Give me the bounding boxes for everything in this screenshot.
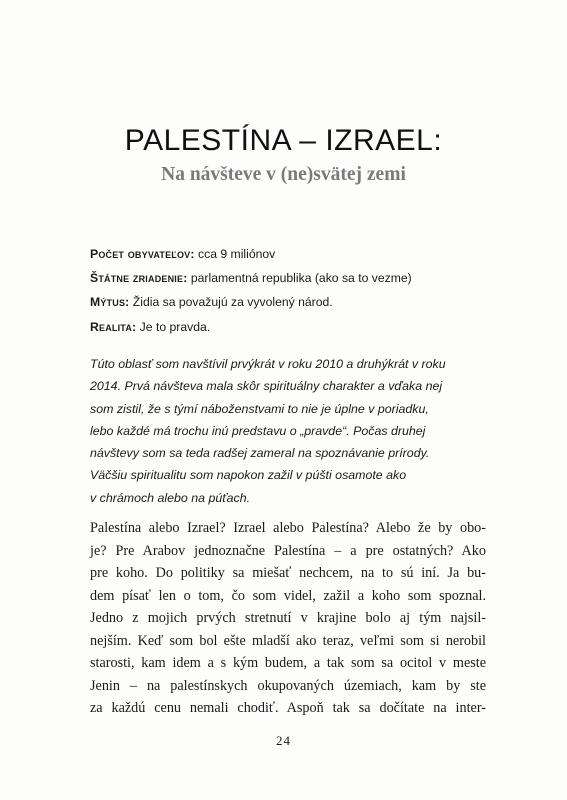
body-paragraph bbox=[90, 517, 486, 720]
fact-population bbox=[90, 242, 490, 266]
fact-value: parlamentná republika (ako sa to vezme) bbox=[187, 271, 412, 286]
fact-label: Štátne zriadenie: bbox=[90, 271, 188, 286]
country-facts bbox=[90, 242, 490, 339]
page-number: 24 bbox=[276, 733, 291, 748]
fact-label: Realita: bbox=[90, 319, 137, 334]
body-line: za každú cenu nemali chodiť. Aspoň tak sa dočítate na inter- bbox=[90, 700, 486, 716]
intro-line: v chrámoch alebo na púťach. bbox=[90, 490, 251, 505]
fact-value: cca 9 miliónov bbox=[194, 247, 276, 261]
body-line: je? Pre Arabov jednoznačne Palestína – a pre ostatných? Ako bbox=[90, 542, 486, 559]
body-line: pre koho. Do politiky sa miešať nechcem, na to sú iní. Ja bu- bbox=[90, 565, 486, 581]
body-line: Jedno z mojich prvých stretnutí v krajine bolo aj tým najsil- bbox=[90, 610, 486, 626]
fact-myth bbox=[90, 290, 490, 314]
intro-line: lebo každé má trochu inú predstavu o „pravde“. Počas druhej bbox=[90, 423, 426, 438]
intro-line: Túto oblasť som navštívil prvýkrát v roku 2010 a druhýkrát v roku bbox=[90, 357, 446, 371]
fact-value: Je to pravda. bbox=[136, 319, 211, 334]
intro-line: 2014. Prvá návšteva mala skôr spirituálny charakter a vďaka nej bbox=[90, 379, 443, 394]
fact-government bbox=[90, 266, 490, 290]
intro-line: návštevy som sa teda radšej zameral na spoznávanie prírody. bbox=[90, 446, 430, 461]
fact-value: Židia sa považujú za vyvolený národ. bbox=[129, 295, 333, 310]
body-line: starosti, kam idem a s kým budem, a tak som sa ocitol v meste bbox=[90, 655, 486, 671]
fact-label: Počet obyvateľov: bbox=[90, 247, 195, 261]
fact-reality bbox=[90, 315, 490, 339]
intro-paragraph bbox=[90, 353, 490, 509]
chapter-subtitle: Na návšteve v (ne)svätej zemi bbox=[161, 164, 406, 185]
intro-line: som zistil, že s týmí náboženstvami to nie je úplne v poriadku, bbox=[90, 401, 429, 416]
body-line: nejším. Keď som bol ešte mladší ako teraz, veľmi som si nerobil bbox=[90, 632, 486, 649]
chapter-title: PALESTÍNA – IZRAEL: bbox=[124, 124, 443, 157]
intro-line: Väčšiu spiritualitu som napokon zažil v púšti osamote ako bbox=[90, 468, 407, 483]
body-line: Palestína alebo Izrael? Izrael alebo Palestína? Alebo že by obo- bbox=[90, 520, 486, 536]
body-line: dem písať len o tom, čo som videl, zažil a koho som spoznal. bbox=[90, 587, 486, 604]
fact-label: Mýtus: bbox=[90, 295, 130, 310]
body-line: Jenin – na palestínskych okupovaných územiach, kam by ste bbox=[90, 677, 486, 694]
